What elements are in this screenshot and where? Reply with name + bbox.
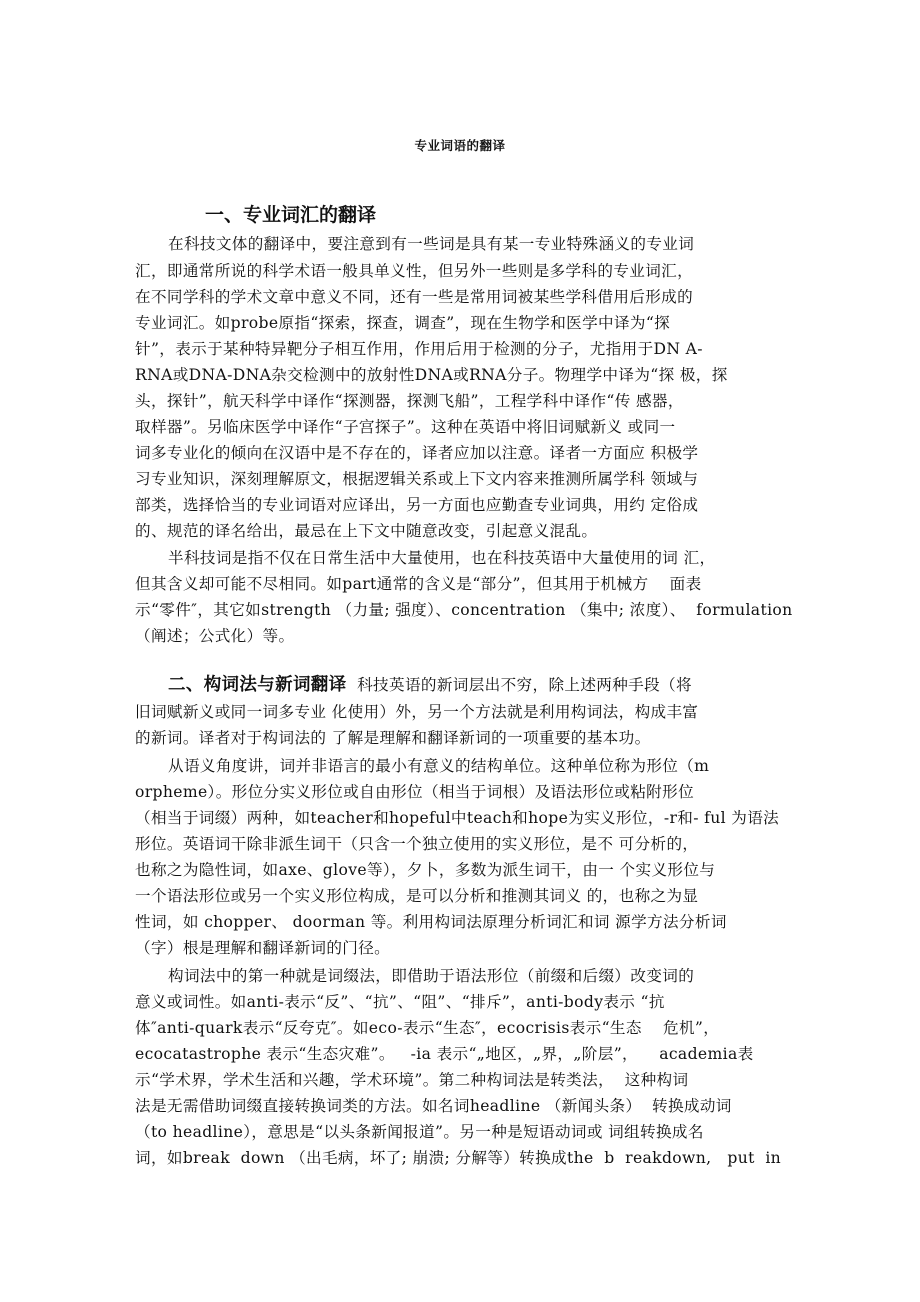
section-2-first-line-text: 科技英语的新词层出不穷，除上述两种手段（将 bbox=[346, 676, 692, 694]
paragraph-line: （阐述；公式化）等。 bbox=[135, 627, 295, 645]
paragraph-line: 在科技文体的翻译中，要注意到有一些词是具有某一专业特殊涵义的专业词 bbox=[168, 235, 695, 253]
paragraph-line: 示“零件″，其它如strength （力量; 强度）、concentration （集中; 浓度）、 formulation bbox=[135, 601, 793, 619]
paragraph-line: ecocatastrophe 表示“生态灾难”。 -ia 表示“„地区，„界，„阶层”， academia表 bbox=[135, 1045, 754, 1063]
paragraph-line: 但其含义却可能不尽相同。如part通常的含义是“部分”，但其用于机械方 面表 bbox=[135, 575, 702, 593]
paragraph-line: 半科技词是指不仅在日常生活中大量使用，也在科技英语中大量使用的词 汇， bbox=[168, 549, 716, 567]
paragraph-line: 体″anti-quark表示“反夸克″。如eco-表示“生态″，ecocrisis表示“生态 危机”， bbox=[135, 1019, 720, 1037]
paragraph-line: 词，如break down （出毛病，坏了; 崩溃; 分解等）转换成the b reakdown, put in bbox=[135, 1149, 782, 1167]
section-1-heading: 一、专业词汇的翻译 bbox=[205, 204, 377, 226]
paragraph-line: 也称之为隐性词，如axe、glove等），夕卜，多数为派生词干，由一 个实义形位与 bbox=[135, 861, 716, 879]
paragraph-line: orpheme）。形位分实义形位或自由形位（相当于词根）及语法形位或粘附形位 bbox=[135, 783, 695, 801]
paragraph-line: 法是无需借助词缀直接转换词类的方法。如名词headline （新闻头条） 转换成动词 bbox=[135, 1097, 732, 1115]
paragraph-line: 汇，即通常所说的科学术语一般具单义性，但另外一些则是多学科的专业词汇， bbox=[135, 262, 694, 280]
paragraph-line: 针”，表示于某种特异靶分子相互作用，作用后用于检测的分子，尤指用于DN A- bbox=[135, 340, 703, 358]
paragraph-line: 旧词赋新义或同一词多专业 化使用）外，另一个方法就是利用构词法，构成丰富 bbox=[135, 703, 699, 721]
paragraph-line: 取样器”。另临床医学中译作“子宫探子”。这种在英语中将旧词赋新义 或同一 bbox=[135, 418, 676, 436]
paragraph-line: （相当于词缀）两种，如teacher和hopeful中teach和hope为实义形位，-r和- ful 为语法 bbox=[135, 809, 780, 827]
paragraph-line: （to headline），意思是“以头条新闻报道”。另一种是短语动词或 词组转换成名 bbox=[135, 1123, 704, 1141]
paragraph-line: 意义或词性。如anti-表示“反”、“抗”、“阻”、“排斥”，anti-body表示 “抗 bbox=[135, 993, 665, 1011]
paragraph-line: 形位。英语词干除非派生词干（只含一个独立使用的实义形位，是不 可分析的， bbox=[135, 835, 699, 853]
section-2-heading: 二、构词法与新词翻译 bbox=[168, 675, 347, 695]
paragraph-line: （字）根是理解和翻译新词的门径。 bbox=[135, 939, 391, 957]
paragraph-line: 在不同学科的学术文章中意义不同，还有一些是常用词被某些学科借用后形成的 bbox=[135, 288, 694, 306]
paragraph-line: 构词法中的第一种就是词缀法，即借助于语法形位（前缀和后缀）改变词的 bbox=[168, 967, 695, 985]
paragraph-line: 词多专业化的倾向在汉语中是不存在的，译者应加以注意。译者一方面应 积极学 bbox=[135, 444, 699, 462]
paragraph-line: 专业词汇。如probe原指“探索，探查，调查”，现在生物学和医学中译为“探 bbox=[135, 314, 671, 332]
paragraph-line: 一个语法形位或另一个实义形位构成，是可以分析和推测其词义 的，也称之为显 bbox=[135, 887, 699, 905]
paragraph-line: 习专业知识，深刻理解原文，根据逻辑关系或上下文内容来推测所属学科 领域与 bbox=[135, 470, 699, 488]
section-2-first-line bbox=[168, 675, 692, 695]
paragraph-line: 头，探针”，航天科学中译作“探测器，探测飞船”，工程学科中译作“传 感器， bbox=[135, 392, 684, 410]
paragraph-line: 性词，如 chopper、 doorman 等。利用构词法原理分析词汇和词 源学方法分析词 bbox=[135, 913, 727, 931]
document-title: 专业词语的翻译 bbox=[414, 138, 506, 153]
paragraph-line: 部类，选择恰当的专业词语对应译出，另一方面也应勤查专业词典，用约 定俗成 bbox=[135, 496, 699, 514]
paragraph-line: 的、规范的译名给出，最忌在上下文中随意改变，引起意义混乱。 bbox=[135, 522, 598, 540]
paragraph-line: RNA或DNA-DNA杂交检测中的放射性DNA或RNA分子。物理学中译为“探 极，探 bbox=[135, 366, 728, 384]
paragraph-line: 示“学术界，学术生活和兴趣，学术环境”。第二种构词法是转类法， 这种构词 bbox=[135, 1071, 689, 1089]
paragraph-line: 的新词。译者对于构词法的 了解是理解和翻译新词的一项重要的基本功。 bbox=[135, 729, 651, 747]
paragraph-line: 从语义角度讲，词并非语言的最小有意义的结构单位。这种单位称为形位（m bbox=[168, 757, 710, 775]
